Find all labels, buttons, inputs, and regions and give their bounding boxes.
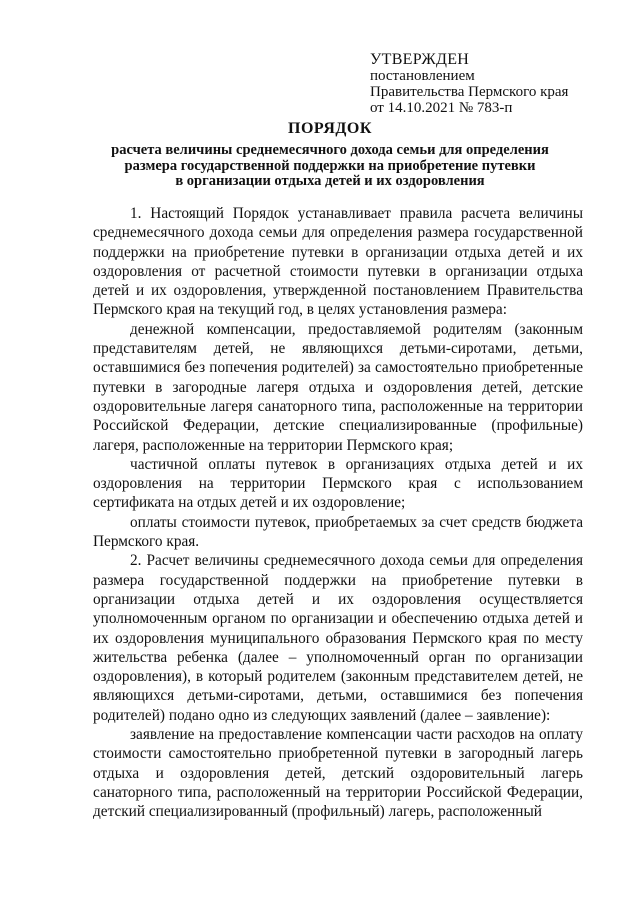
body-paragraph: 2. Расчет величины среднемесячного дохода семьи для определения размера государственной поддержки на приобретение путевки в организации отдыха детей и их оздоровления осуществляется уполномоченным органом по организации и обеспечению отдыха детей и их оздоровления муниципального образования Пермского края по месту жительства ребенка (далее – уполномоченный орган по организации оздоровления), в который родителем (законным представителем детей, не являющихся детьми-сиротами, детьми, оставшимися без попечения родителей) подано одно из следующих заявлений (далее – заявление):	[93, 552, 583, 724]
body-paragraph: заявление на предоставление компенсации части расходов на оплату стоимости самостоятельно приобретенной путевки в загородный лагерь отдыха и оздоровления детей, детский оздоровительный лагерь санаторного типа, расположенный на территории Российской Федерации, детский специализированный (профильный) лагерь, расположенный	[93, 726, 583, 821]
document-subtitle-line: в организации отдыха детей и их оздоровления	[175, 173, 485, 189]
approval-line: от 14.10.2021 № 783-п	[370, 100, 513, 116]
document-subtitle-line: расчета величины среднемесячного дохода семьи для определения	[111, 142, 549, 158]
approval-title: УТВЕРЖДЕН	[370, 51, 470, 68]
document-title: ПОРЯДОК	[288, 120, 372, 137]
approval-line: постановлением	[370, 68, 475, 84]
body-paragraph: денежной компенсации, предоставляемой родителям (законным представителям детей, не являющихся детьми-сиротами, детьми, оставшимися без попечения родителей) за самостоятельно приобретенные путевки в загородные лагеря отдыха и оздоровления детей, детские оздоровительные лагеря санаторного типа, расположенные на территории Российской Федерации, детские специализированные (профильные) лагеря, расположенные на территории Пермского края;	[93, 320, 583, 454]
body-paragraph: частичной оплаты путевок в организациях отдыха детей и их оздоровления на территории Пермского края с использованием сертификата на отдых детей и их оздоровление;	[93, 455, 583, 512]
document-subtitle-line: размера государственной поддержки на приобретение путевки	[124, 157, 536, 174]
approval-stamp-block	[370, 52, 610, 116]
body-paragraph: оплаты стоимости путевок, приобретаемых за счет средств бюджета Пермского края.	[93, 513, 583, 551]
body-paragraph: 1. Настоящий Порядок устанавливает правила расчета величины среднемесячного дохода семьи для определения размера государственной поддержки на приобретение путевки в организации отдыха детей и их оздоровления от расчетной стоимости путевки в организации отдыха детей и их оздоровления, утвержденной постановлением Правительства Пермского края на текущий год, в целях установления размера:	[93, 205, 583, 319]
document-body	[93, 204, 583, 822]
document-heading	[80, 120, 580, 190]
approval-line: Правительства Пермского края	[370, 84, 569, 100]
